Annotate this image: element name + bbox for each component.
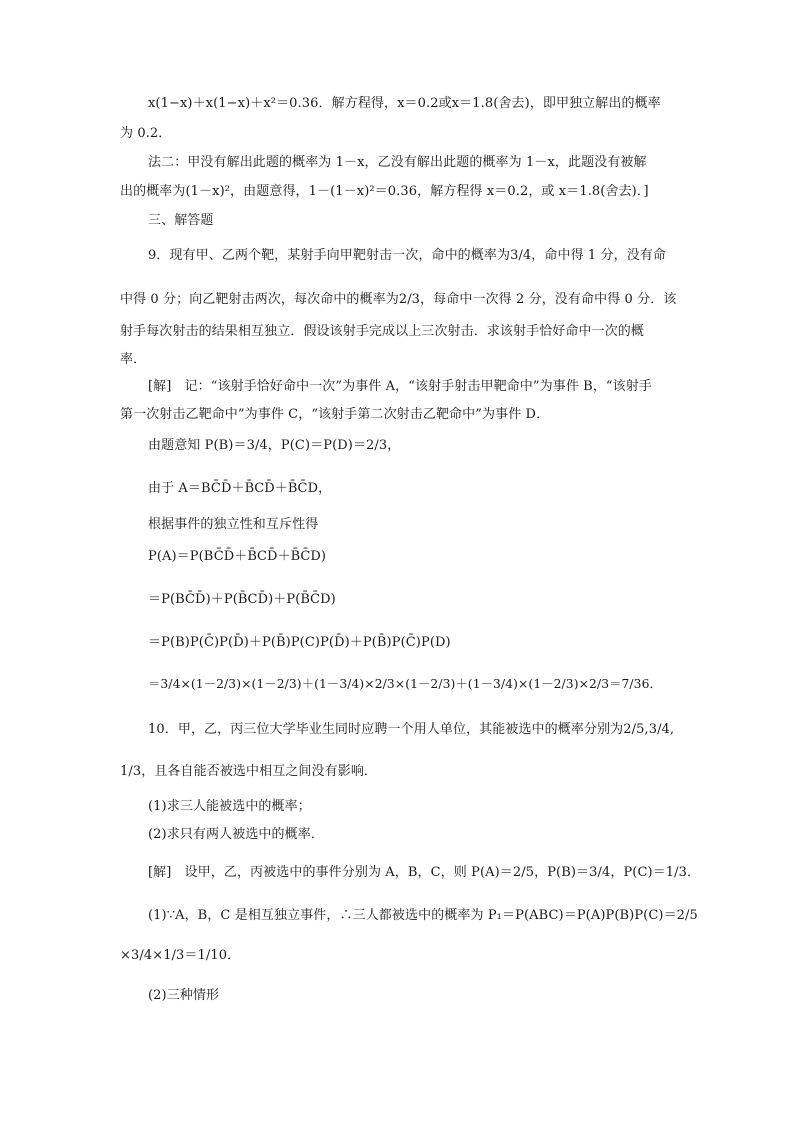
question-10-line: 10．甲，乙，丙三位大学毕业生同时应聘一个用人单位，其能被选中的概率分别为2/5,3/4,	[148, 722, 675, 737]
solution-line: 第一次射击乙靶命中”为事件 C，“该射手第二次射击乙靶命中”为事件 D．	[120, 407, 550, 422]
solution-line: ＝3/4×(1－2/3)×(1－2/3)＋(1－3/4)×2/3×(1－2/3)＋(1－3/4)×(1－2/3)×2/3＝7/36．	[148, 677, 662, 691]
section-heading: 三、解答题	[148, 213, 214, 228]
text-line: 法二：甲没有解出此题的概率为 1－x，乙没有解出此题的概率为 1－x，此题没有被解	[148, 155, 647, 170]
question-10-line: (1)求三人能被选中的概率；	[148, 799, 311, 814]
question-10-line: (2)求只有两人被选中的概率．	[148, 827, 324, 842]
question-9-line: 率．	[120, 352, 147, 367]
solution-line: 根据事件的独立性和互斥性得	[148, 517, 319, 532]
solution-line: P(A)＝P(BC̄D̄＋B̄CD̄＋B̄C̄D)	[148, 549, 327, 564]
question-9-line: 射手每次射击的结果相互独立．假设该射手完成以上三次射击．求该射手恰好命中一次的概	[120, 324, 645, 339]
question-9-line: 中得 0 分；向乙靶射击两次，每次命中的概率为2/3，每命中一次得 2 分，没有命中得 0 分．该	[120, 292, 677, 307]
solution-line: ＝P(B)P(C̄)P(D̄)＋P(B̄)P(C)P(D̄)＋P(B̄)P(C̄)P(D)	[148, 635, 451, 650]
solution-line: (2)三种情形	[148, 988, 220, 1003]
text-line: x(1−x)＋x(1−x)＋x²＝0.36．解方程得，x＝0.2或x＝1.8(舍去)，即甲独立解出的概率	[148, 96, 661, 111]
solution-line: 由题意知 P(B)＝3/4，P(C)＝P(D)＝2/3，	[148, 438, 401, 453]
text-line: 出的概率为(1－x)²，由题意得，1－(1－x)²＝0.36，解方程得 x＝0.2，或 x＝1.8(舍去)．]	[120, 184, 649, 199]
question-10-line: 1/3，且各自能否被选中相互之间没有影响．	[120, 764, 378, 779]
question-9-line: 9．现有甲、乙两个靶，某射手向甲靶射击一次，命中的概率为3/4，命中得 1 分，没有命	[148, 248, 667, 263]
text-line: 为 0.2．	[120, 126, 172, 141]
solution-line: ×3/4×1/3＝1/10．	[120, 948, 241, 963]
solution-line: 由于 A＝BC̄D̄＋B̄CD̄＋B̄C̄D，	[148, 481, 332, 496]
solution-line: ＝P(BC̄D̄)＋P(B̄CD̄)＋P(B̄C̄D)	[148, 592, 336, 607]
solution-line: [解] 设甲，乙，丙被选中的事件分别为 A，B，C，则 P(A)＝2/5，P(B)＝3/4，P(C)＝1/3．	[148, 865, 701, 880]
solution-line: (1)∵A，B，C 是相互独立事件，∴三人都被选中的概率为 P₁＝P(ABC)＝P(A)P(B)P(C)＝2/5	[148, 908, 698, 923]
solution-line: [解] 记：“该射手恰好命中一次”为事件 A，“该射手射击甲靶命中”为事件 B，“该射手	[148, 379, 652, 394]
